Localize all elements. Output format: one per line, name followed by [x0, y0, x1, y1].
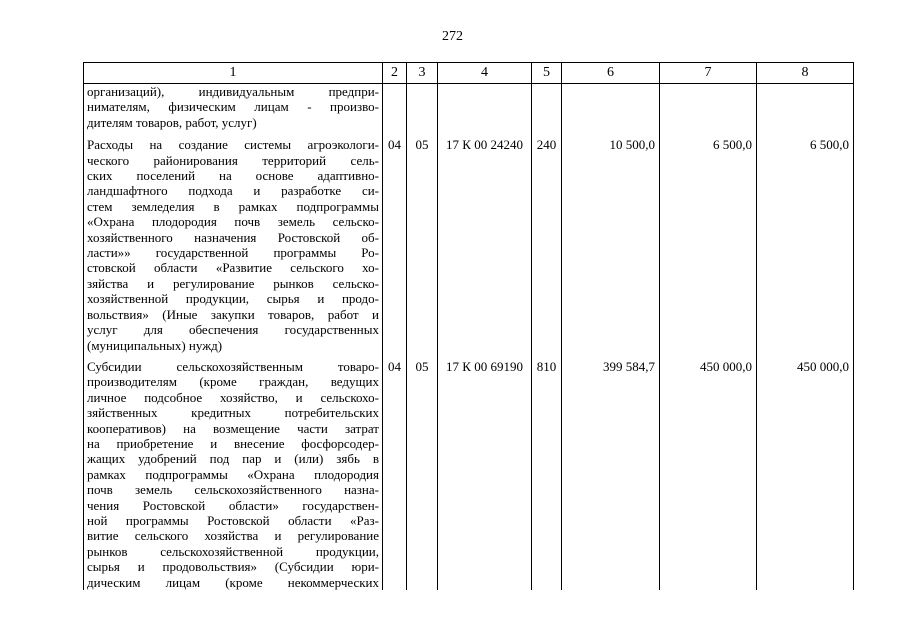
row-description: [84, 359, 383, 590]
description-line: жащих удобрений под пар и (или) зябь в: [87, 451, 379, 467]
description-line: ной программы Ростовской области «Раз-: [87, 512, 379, 528]
cell-amount-col7: [660, 84, 757, 138]
cell-section: 04: [383, 359, 407, 590]
cell-target-article: 17 К 00 24240: [438, 137, 532, 359]
description-line: хозяйственной продукции, сырья и продо-: [87, 291, 379, 307]
description-line: вольствия» (Иные закупки товаров, работ и: [87, 306, 379, 322]
column-header: 7: [660, 63, 757, 84]
cell-expense-type: 240: [532, 137, 562, 359]
cell-target-article: 17 К 00 69190: [438, 359, 532, 590]
description-line: хозяйственного назначения Ростовской об-: [87, 229, 379, 245]
description-line: рынков сельскохозяйственной продукции,: [87, 543, 379, 559]
description-line: на приобретение и внесение фосфорсодер-: [87, 435, 379, 451]
description-line: чения Ростовской области» государствен-: [87, 497, 379, 513]
cell-amount-col7: 6 500,0: [660, 137, 757, 359]
budget-table: [83, 62, 854, 590]
column-header: 2: [383, 63, 407, 84]
description-line: зяйственных кредитных потребительских: [87, 405, 379, 421]
cell-subsection: 05: [407, 359, 438, 590]
description-line: «Охрана плодородия почв земель сельско-: [87, 214, 379, 230]
column-header: 6: [562, 63, 660, 84]
column-header: 5: [532, 63, 562, 84]
column-header: 4: [438, 63, 532, 84]
cell-amount-col8: 6 500,0: [757, 137, 854, 359]
table-header-row: [84, 63, 854, 84]
description-line: стем земледелия в рамках подпрограммы: [87, 198, 379, 214]
description-line: ласти»» государственной программы Ро-: [87, 245, 379, 261]
description-line: витие сельского хозяйства и регулирование: [87, 528, 379, 544]
cell-subsection: 05: [407, 137, 438, 359]
column-header: 8: [757, 63, 854, 84]
cell-amount-col6: [562, 84, 660, 138]
cell-amount-col6: 399 584,7: [562, 359, 660, 590]
table-row: [84, 84, 854, 138]
cell-expense-type: 810: [532, 359, 562, 590]
column-header: 3: [407, 63, 438, 84]
description-line: Расходы на создание системы агроэкологи-: [87, 137, 379, 153]
description-line: (муниципальных) нужд): [87, 337, 223, 353]
description-line: дическим лицам (кроме некоммерческих: [87, 574, 379, 590]
description-line: стовской области «Развитие сельского хо-: [87, 260, 379, 276]
description-line: нимателям, физическим лицам - произво-: [87, 99, 379, 115]
page-number: 272: [442, 29, 463, 44]
cell-amount-col8: 450 000,0: [757, 359, 854, 590]
description-line: услуг для обеспечения государственных: [87, 322, 379, 338]
cell-section: 04: [383, 137, 407, 359]
description-line: дителям товаров, работ, услуг): [87, 114, 257, 130]
row-description: [84, 84, 383, 138]
description-line: почв земель сельскохозяйственного назна-: [87, 482, 379, 498]
cell-section: [383, 84, 407, 138]
row-description: [84, 137, 383, 359]
description-line: кооперативов) на возмещение части затрат: [87, 420, 379, 436]
table-row: [84, 137, 854, 359]
description-line: ческого районирования территорий сель-: [87, 152, 379, 168]
description-line: Субсидии сельскохозяйственным товаро-: [87, 358, 379, 374]
description-line: зяйства и регулирование рынков сельско-: [87, 275, 379, 291]
cell-amount-col8: [757, 84, 854, 138]
cell-expense-type: [532, 84, 562, 138]
column-header: 1: [84, 63, 383, 84]
cell-amount-col7: 450 000,0: [660, 359, 757, 590]
table-row: [84, 359, 854, 590]
description-line: ских поселений на основе адаптивно-: [87, 168, 379, 184]
description-line: рамках подпрограммы «Охрана плодородия: [87, 466, 379, 482]
description-line: ландшафтного подхода и разработке си-: [87, 183, 379, 199]
description-line: сырья и продовольствия» (Субсидии юри-: [87, 559, 379, 575]
cell-target-article: [438, 84, 532, 138]
cell-amount-col6: 10 500,0: [562, 137, 660, 359]
description-line: личное подсобное хозяйство, и сельскохо-: [87, 389, 379, 405]
description-line: производителям (кроме граждан, ведущих: [87, 374, 379, 390]
cell-subsection: [407, 84, 438, 138]
description-line: организаций), индивидуальным предпри-: [87, 84, 379, 99]
